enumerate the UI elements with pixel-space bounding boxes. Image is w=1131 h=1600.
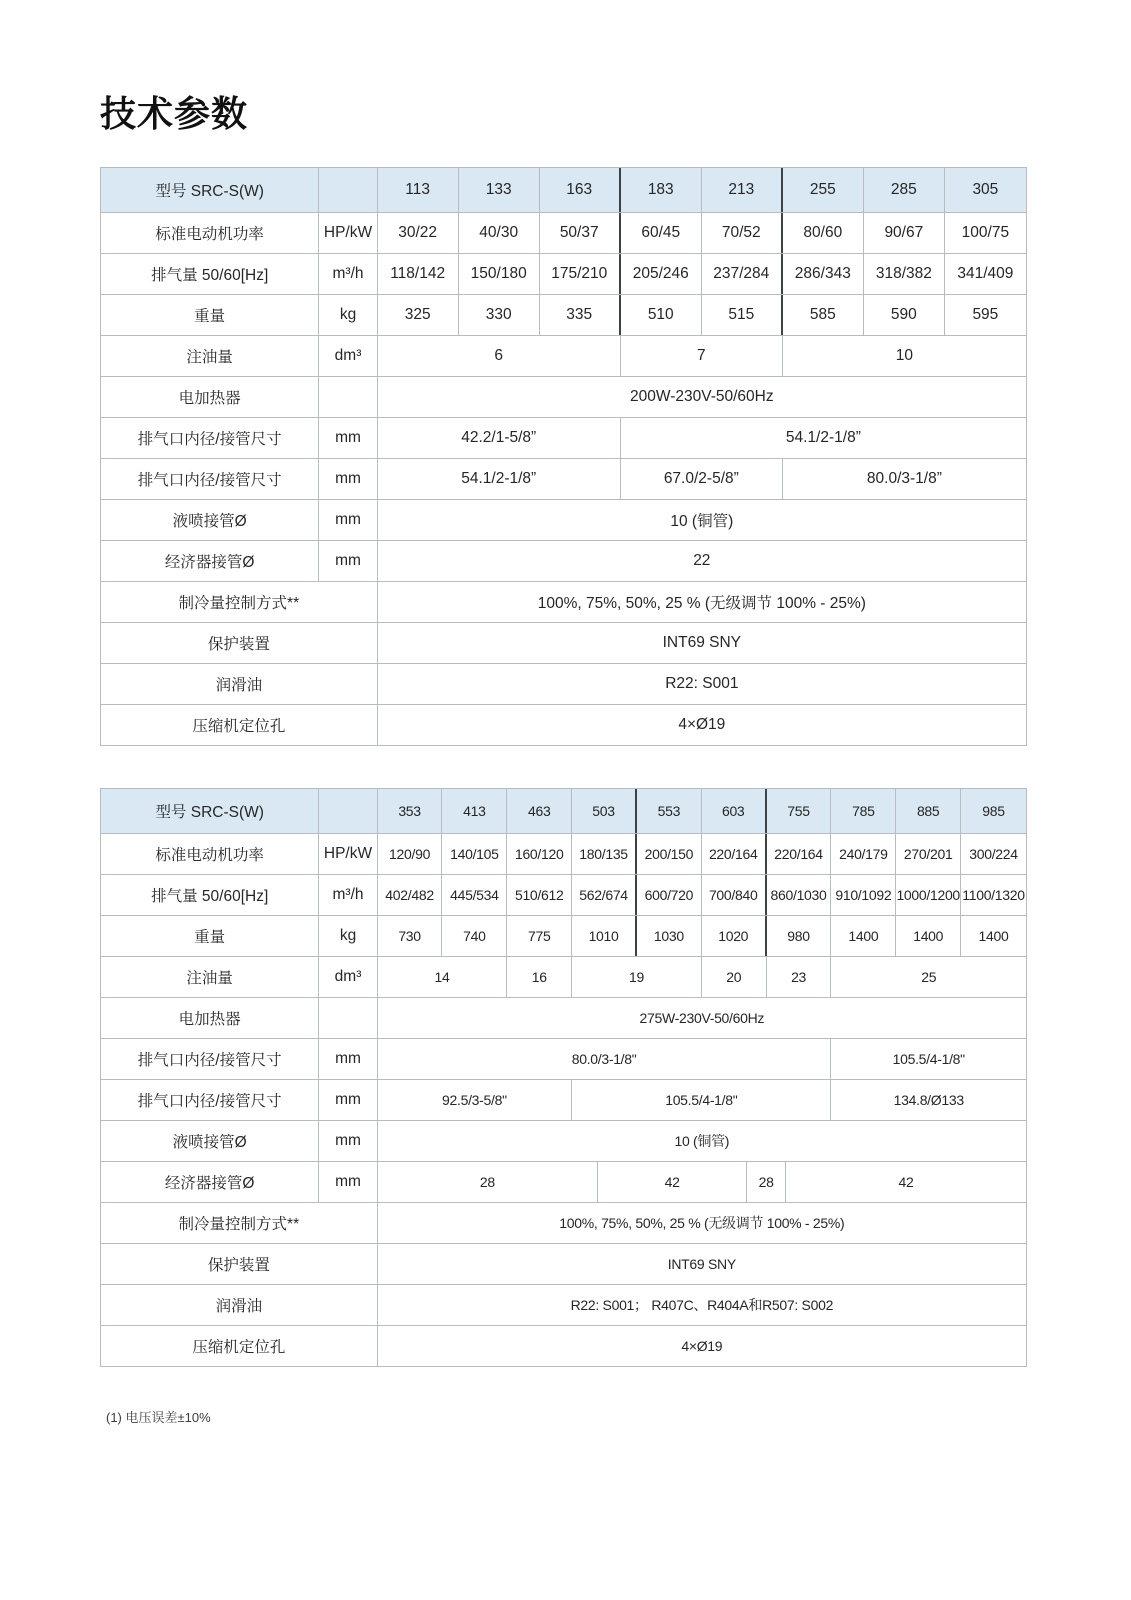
spec-unit: mm (318, 459, 376, 499)
spec-value: 4×Ø19 (681, 1338, 723, 1354)
spec-label: 电加热器 (178, 1011, 241, 1028)
spec-value: 105.5/4-1/8" (572, 1080, 831, 1120)
spec-row (101, 1243, 1026, 1284)
spec-row (101, 253, 1026, 294)
spec-value: 40/30 (459, 213, 540, 253)
spec-row (101, 1284, 1026, 1325)
table-header-row (101, 168, 1026, 212)
spec-row (101, 458, 1026, 499)
spec-value: 220/164 (702, 834, 767, 874)
spec-row (101, 1202, 1026, 1243)
table-header-row (101, 789, 1026, 833)
model-header-cell: 285 (864, 168, 945, 212)
spec-unit: HP/kW (318, 834, 376, 874)
model-header-cell: 603 (702, 789, 767, 833)
spec-row (101, 294, 1026, 335)
spec-label: 排气口内径/接管尺寸 (137, 1052, 282, 1069)
spec-values (377, 664, 1026, 704)
spec-value: 200W-230V-50/60Hz (630, 388, 774, 405)
spec-value: 42.2/1-5/8” (378, 418, 621, 458)
spec-value: 445/534 (442, 875, 507, 915)
spec-label: 排气量 50/60[Hz] (151, 888, 269, 905)
spec-value: 205/246 (621, 254, 702, 294)
spec-value: INT69 SNY (667, 1256, 736, 1272)
spec-value: 910/1092 (831, 875, 896, 915)
spec-label: 润滑油 (215, 1298, 263, 1315)
spec-label: 排气量 50/60[Hz] (151, 267, 269, 284)
spec-row (101, 704, 1026, 745)
spec-value: 100/75 (961, 224, 1010, 241)
spec-values (377, 295, 1026, 335)
spec-label: 压缩机定位孔 (192, 718, 286, 735)
model-header-cell: 463 (507, 789, 572, 833)
spec-value: 175/210 (540, 254, 621, 294)
spec-value: 28 (378, 1162, 598, 1202)
spec-value: 335 (540, 295, 621, 335)
spec-label: 注油量 (186, 349, 233, 366)
spec-value: 105.5/4-1/8" (892, 1051, 965, 1067)
spec-value: 1010 (572, 916, 637, 956)
spec-values (377, 916, 1026, 956)
spec-value: 10 (铜管) (674, 1133, 730, 1149)
spec-value: 860/1030 (767, 875, 832, 915)
model-header-cell: 133 (459, 168, 540, 212)
spec-label: 排气口内径/接管尺寸 (137, 1093, 282, 1110)
spec-unit: m³/h (318, 254, 376, 294)
spec-row (101, 956, 1026, 997)
spec-unit: mm (318, 418, 376, 458)
spec-value: 1400 (978, 928, 1009, 944)
spec-values (377, 1162, 1026, 1202)
spec-value: 270/201 (896, 834, 961, 874)
spec-value: 300/224 (969, 846, 1018, 862)
spec-value: 54.1/2-1/8” (785, 429, 861, 446)
spec-value: 100%, 75%, 50%, 25 % (无级调节 100% - 25%) (559, 1215, 845, 1231)
spec-value: 118/142 (378, 254, 459, 294)
spec-value: 4×Ø19 (678, 716, 726, 733)
model-header-cell: 113 (378, 168, 459, 212)
model-series-label: 型号 SRC-S(W) (155, 804, 264, 821)
spec-values (377, 254, 1026, 294)
model-header-cell: 163 (540, 168, 621, 212)
spec-unit: mm (318, 541, 376, 581)
spec-values (377, 459, 1026, 499)
spec-values (377, 213, 1026, 253)
spec-label: 保护装置 (207, 1257, 270, 1274)
spec-row (101, 417, 1026, 458)
spec-value: 19 (572, 957, 702, 997)
spec-value: 25 (921, 969, 937, 985)
spec-value: 160/120 (507, 834, 572, 874)
spec-row (101, 1325, 1026, 1366)
spec-value: 42 (598, 1162, 747, 1202)
spec-value: 10 (895, 347, 914, 364)
spec-value: 180/135 (572, 834, 637, 874)
spec-unit (318, 998, 376, 1038)
spec-row (101, 1161, 1026, 1202)
spec-row (101, 499, 1026, 540)
spec-value: 590 (864, 295, 945, 335)
spec-table-src-sw-2 (100, 788, 1027, 1367)
spec-value: 275W-230V-50/60Hz (639, 1010, 765, 1026)
spec-unit: dm³ (318, 336, 376, 376)
model-header-cell: 785 (831, 789, 896, 833)
spec-value: 775 (507, 916, 572, 956)
spec-values (377, 1285, 1026, 1325)
spec-value: 1030 (637, 916, 702, 956)
spec-value: 100%, 75%, 50%, 25 % (无级调节 100% - 25%) (537, 595, 866, 612)
spec-value: INT69 SNY (662, 634, 742, 651)
spec-value: 330 (459, 295, 540, 335)
spec-value: 1400 (831, 916, 896, 956)
spec-row (101, 1038, 1026, 1079)
model-header-cell: 985 (982, 803, 1005, 819)
spec-value: 16 (507, 957, 572, 997)
spec-label: 重量 (194, 308, 226, 325)
spec-value: 20 (702, 957, 767, 997)
model-header-cell: 305 (972, 181, 999, 198)
spec-label: 电加热器 (178, 390, 241, 407)
model-header-cell: 885 (896, 789, 961, 833)
spec-value: 402/482 (378, 875, 443, 915)
spec-row (101, 376, 1026, 417)
spec-row (101, 663, 1026, 704)
model-header-cell: 353 (378, 789, 443, 833)
footnote: (1) 电压误差±10% (106, 1410, 211, 1425)
spec-unit: mm (318, 1121, 376, 1161)
spec-label: 液喷接管Ø (172, 513, 247, 530)
spec-value: 980 (767, 916, 832, 956)
spec-row (101, 581, 1026, 622)
spec-value: 70/52 (702, 213, 783, 253)
model-header-cell: 503 (572, 789, 637, 833)
spec-unit: kg (318, 916, 376, 956)
spec-value: 22 (693, 552, 711, 569)
spec-value: 60/45 (621, 213, 702, 253)
spec-values (377, 1244, 1026, 1284)
spec-label: 排气口内径/接管尺寸 (137, 431, 282, 448)
spec-values (377, 623, 1026, 663)
spec-values (377, 1121, 1026, 1161)
spec-value: 1100/1320 (962, 887, 1025, 903)
spec-row (101, 622, 1026, 663)
spec-value: 120/90 (378, 834, 443, 874)
model-header-cell: 553 (637, 789, 702, 833)
spec-value: 28 (747, 1162, 786, 1202)
spec-row (101, 874, 1026, 915)
spec-unit: kg (318, 295, 376, 335)
spec-row (101, 212, 1026, 253)
spec-values (377, 500, 1026, 540)
spec-values (377, 875, 1026, 915)
spec-values (377, 418, 1026, 458)
spec-unit: mm (318, 1080, 376, 1120)
spec-unit: mm (318, 1039, 376, 1079)
spec-value: 150/180 (459, 254, 540, 294)
spec-values (377, 1326, 1026, 1366)
spec-value: 30/22 (378, 213, 459, 253)
spec-value: 237/284 (702, 254, 783, 294)
spec-values (377, 705, 1026, 745)
spec-values (377, 1039, 1026, 1079)
spec-row (101, 1079, 1026, 1120)
spec-value: 325 (378, 295, 459, 335)
spec-value: 510/612 (507, 875, 572, 915)
spec-value: 54.1/2-1/8” (378, 459, 621, 499)
spec-label: 标准电动机功率 (155, 226, 264, 243)
spec-values (377, 582, 1026, 622)
spec-value: 515 (702, 295, 783, 335)
spec-row (101, 1120, 1026, 1161)
spec-value: R22: S001； R407C、R404A和R507: S002 (570, 1297, 834, 1313)
spec-value: 730 (378, 916, 443, 956)
unit-header-cell (318, 789, 376, 833)
spec-table-src-sw-1 (100, 167, 1027, 746)
spec-value: 14 (378, 957, 508, 997)
spec-value: 92.5/3-5/8" (378, 1080, 573, 1120)
spec-label: 液喷接管Ø (172, 1134, 247, 1151)
spec-label: 经济器接管Ø (164, 554, 255, 571)
spec-value: R22: S001 (665, 675, 739, 692)
spec-label: 排气口内径/接管尺寸 (137, 472, 282, 489)
spec-row (101, 540, 1026, 581)
spec-value: 595 (972, 306, 999, 323)
spec-label: 注油量 (186, 970, 233, 987)
spec-values (377, 377, 1026, 417)
model-header-cell: 413 (442, 789, 507, 833)
spec-value: 200/150 (637, 834, 702, 874)
spec-value: 1400 (896, 916, 961, 956)
spec-values (377, 336, 1026, 376)
page-title: 技术参数 (100, 93, 249, 134)
spec-row (101, 915, 1026, 956)
spec-value: 318/382 (864, 254, 945, 294)
spec-values (377, 834, 1026, 874)
spec-row (101, 335, 1026, 376)
unit-header-cell (318, 168, 376, 212)
spec-value: 140/105 (442, 834, 507, 874)
spec-value: 1020 (702, 916, 767, 956)
spec-values (377, 957, 1026, 997)
spec-label: 润滑油 (215, 677, 263, 694)
spec-value: 585 (783, 295, 864, 335)
spec-value: 740 (442, 916, 507, 956)
spec-values (377, 998, 1026, 1038)
spec-value: 240/179 (831, 834, 896, 874)
spec-value: 134.8/Ø133 (893, 1092, 964, 1108)
spec-label: 保护装置 (207, 636, 270, 653)
model-header-cell: 213 (702, 168, 783, 212)
spec-value: 7 (621, 336, 783, 376)
spec-value: 600/720 (637, 875, 702, 915)
spec-value: 23 (767, 957, 832, 997)
spec-value: 50/37 (540, 213, 621, 253)
spec-values (377, 1080, 1026, 1120)
spec-value: 510 (621, 295, 702, 335)
spec-value: 562/674 (572, 875, 637, 915)
model-header-cells (377, 789, 1026, 833)
spec-label: 经济器接管Ø (164, 1175, 255, 1192)
spec-unit: m³/h (318, 875, 376, 915)
spec-value: 1000/1200 (896, 875, 961, 915)
spec-row (101, 833, 1026, 874)
spec-value: 80/60 (783, 213, 864, 253)
spec-label: 制冷量控制方式** (178, 1216, 300, 1233)
spec-value: 80.0/3-1/8” (866, 470, 942, 487)
spec-value: 6 (378, 336, 621, 376)
spec-value: 67.0/2-5/8” (621, 459, 783, 499)
spec-value: 80.0/3-1/8" (378, 1039, 832, 1079)
spec-value: 90/67 (864, 213, 945, 253)
spec-label: 重量 (194, 929, 226, 946)
spec-unit: mm (318, 500, 376, 540)
spec-unit (318, 377, 376, 417)
model-header-cells (377, 168, 1026, 212)
model-header-cell: 255 (783, 168, 864, 212)
spec-value: 341/409 (957, 265, 1014, 282)
spec-label: 标准电动机功率 (155, 847, 264, 864)
spec-value: 700/840 (702, 875, 767, 915)
spec-unit: HP/kW (318, 213, 376, 253)
spec-value: 286/343 (783, 254, 864, 294)
spec-label: 制冷量控制方式** (178, 595, 300, 612)
spec-value: 42 (898, 1174, 914, 1190)
model-series-label: 型号 SRC-S(W) (155, 183, 264, 200)
model-header-cell: 755 (767, 789, 832, 833)
spec-values (377, 541, 1026, 581)
spec-values (377, 1203, 1026, 1243)
spec-value: 220/164 (767, 834, 832, 874)
spec-unit: dm³ (318, 957, 376, 997)
spec-value: 10 (铜管) (670, 513, 734, 530)
model-header-cell: 183 (621, 168, 702, 212)
spec-label: 压缩机定位孔 (192, 1339, 286, 1356)
spec-tables (100, 167, 1025, 1367)
spec-unit: mm (318, 1162, 376, 1202)
spec-row (101, 997, 1026, 1038)
